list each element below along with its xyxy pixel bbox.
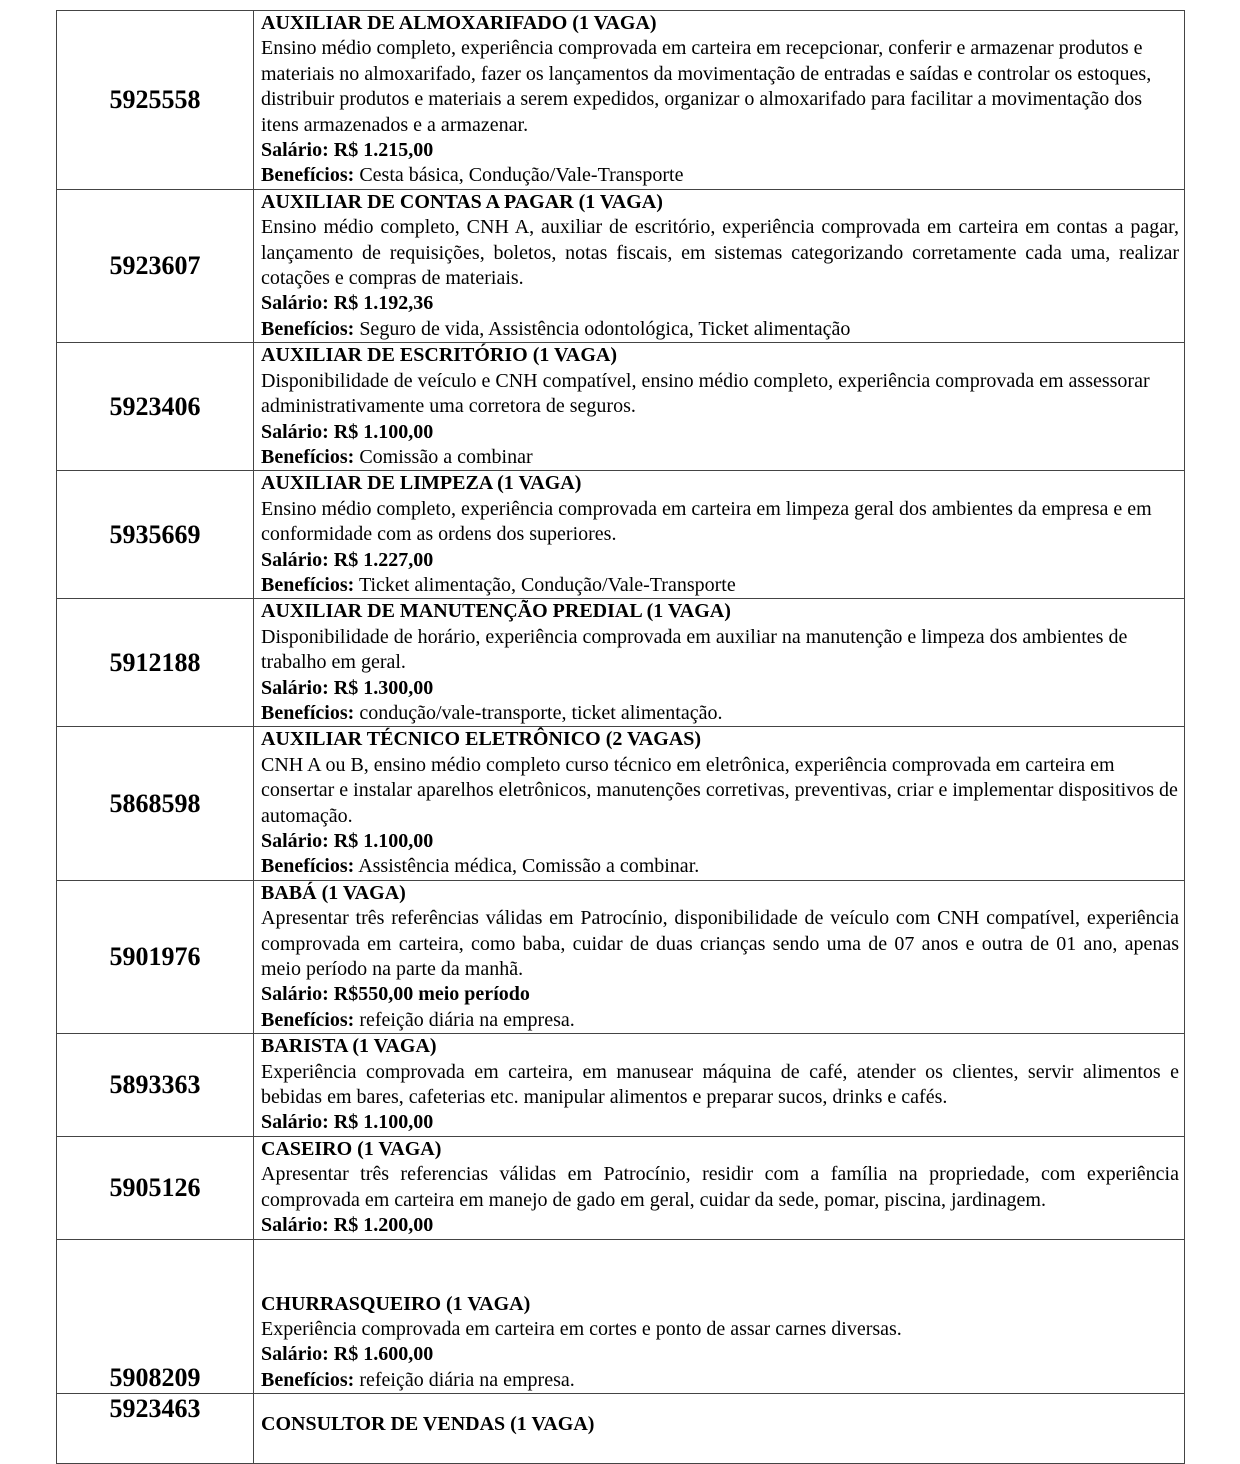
table-row	[57, 1136, 1185, 1239]
benefits-label: Benefícios:	[261, 701, 355, 724]
benefits-text: Seguro de vida, Assistência odontológica, Ticket alimentação	[354, 317, 851, 340]
job-details	[254, 727, 1185, 880]
job-code: 5901976	[57, 880, 254, 1033]
job-title: AUXILIAR DE LIMPEZA (1 VAGA)	[261, 472, 582, 495]
job-code: 5868598	[57, 727, 254, 880]
table-row	[57, 1239, 1185, 1394]
benefits-label: Benefícios:	[261, 1368, 355, 1391]
job-code: 5905126	[57, 1136, 254, 1239]
benefits-label: Benefícios:	[261, 573, 355, 596]
table-row	[57, 880, 1185, 1033]
job-benefits	[261, 854, 1179, 879]
job-benefits	[261, 1368, 1179, 1393]
job-code: 5923607	[57, 189, 254, 342]
table-row	[57, 1034, 1185, 1137]
job-description: Ensino médio completo, CNH A, auxiliar de escritório, experiência comprovada em carteira em contas a pagar, lançamento de requisições, boletos, notas fiscais, em sistemas categorizando corretamente cada uma, realizar cotações e compras de materiais.	[261, 216, 1179, 290]
table-row	[57, 471, 1185, 599]
job-salary: Salário: R$ 1.600,00	[261, 1343, 434, 1366]
job-salary: Salário: R$ 1.215,00	[261, 139, 434, 162]
benefits-text: Ticket alimentação, Condução/Vale-Transporte	[354, 573, 736, 596]
job-description: CNH A ou B, ensino médio completo curso técnico em eletrônica, experiência comprovada em carteira em consertar e instalar aparelhos eletrônicos, manutenções corretivas, preventivas, criar e implementar dispositivos de automação.	[261, 753, 1178, 827]
job-code: 5935669	[57, 471, 254, 599]
job-benefits	[261, 445, 1179, 470]
table-row	[57, 343, 1185, 471]
benefits-label: Benefícios:	[261, 1008, 355, 1031]
job-code: 5923463	[57, 1394, 254, 1464]
job-details	[254, 1136, 1185, 1239]
job-listings-table	[56, 10, 1185, 1464]
table-row	[57, 1394, 1185, 1464]
job-salary: Salário: R$ 1.300,00	[261, 676, 434, 699]
table-row	[57, 11, 1185, 190]
job-salary: Salário: R$ 1.100,00	[261, 1111, 434, 1134]
job-salary: Salário: R$ 1.227,00	[261, 548, 434, 571]
job-benefits	[261, 573, 1179, 598]
job-code: 5908209	[57, 1239, 254, 1394]
job-salary: Salário: R$ 1.100,00	[261, 830, 434, 852]
job-title: CASEIRO (1 VAGA)	[261, 1137, 442, 1160]
job-description: Disponibilidade de horário, experiência comprovada em auxiliar na manutenção e limpeza dos ambientes de trabalho em geral.	[261, 625, 1128, 674]
job-salary: Salário: R$550,00 meio período	[261, 983, 530, 1006]
benefits-text: refeição diária na empresa.	[354, 1368, 575, 1391]
job-details	[254, 1239, 1185, 1394]
job-title: AUXILIAR DE CONTAS A PAGAR (1 VAGA)	[261, 190, 663, 213]
job-benefits	[261, 701, 1179, 726]
job-title: CONSULTOR DE VENDAS (1 VAGA)	[261, 1413, 595, 1436]
job-description: Experiência comprovada em carteira em cortes e ponto de assar carnes diversas.	[261, 1317, 902, 1340]
benefits-text: Cesta básica, Condução/Vale-Transporte	[354, 164, 684, 187]
job-description: Experiência comprovada em carteira, em manusear máquina de café, atender os clientes, servir alimentos e bebidas em bares, cafeterias etc. manipular alimentos e preparar sucos, drinks e cafés.	[261, 1060, 1179, 1109]
benefits-label: Benefícios:	[261, 855, 355, 878]
job-code: 5893363	[57, 1034, 254, 1137]
job-details	[254, 599, 1185, 727]
job-description: Apresentar três referencias válidas em Patrocínio, residir com a família na propriedade, com experiência comprovada em carteira em manejo de gado em geral, cuidar da sede, pomar, piscina, jardinagem.	[261, 1163, 1179, 1211]
job-title: AUXILIAR TÉCNICO ELETRÔNICO (2 VAGAS)	[261, 728, 702, 751]
benefits-label: Benefícios:	[261, 317, 355, 340]
job-title: AUXILIAR DE ALMOXARIFADO (1 VAGA)	[261, 12, 657, 34]
job-description: Disponibilidade de veículo e CNH compatível, ensino médio completo, experiência comprovada em assessorar administrativamente uma corretora de seguros.	[261, 369, 1150, 418]
job-salary: Salário: R$ 1.192,36	[261, 292, 434, 315]
job-description: Ensino médio completo, experiência comprovada em carteira em recepcionar, conferir e armazenar produtos e materiais no almoxarifado, fazer os lançamentos da movimentação de entradas e saídas e controlar os estoques, distribuir produtos e materiais a serem expedidos, organizar o almoxarifado para facilitar a movimentação dos itens armazenados e a armazenar.	[261, 37, 1152, 136]
job-code: 5912188	[57, 599, 254, 727]
benefits-label: Benefícios:	[261, 445, 355, 468]
job-details	[254, 189, 1185, 342]
job-title: BABÁ (1 VAGA)	[261, 881, 406, 904]
job-details	[254, 1034, 1185, 1137]
benefits-label: Benefícios:	[261, 164, 355, 187]
job-description: Ensino médio completo, experiência comprovada em carteira em limpeza geral dos ambientes da empresa e em conformidade com as ordens dos superiores.	[261, 497, 1152, 546]
table-row	[57, 599, 1185, 727]
job-salary: Salário: R$ 1.200,00	[261, 1214, 434, 1237]
job-details	[254, 880, 1185, 1033]
job-title: BARISTA (1 VAGA)	[261, 1035, 437, 1058]
benefits-text: condução/vale-transporte, ticket alimentação.	[354, 701, 723, 724]
job-benefits	[261, 317, 1179, 342]
benefits-text: refeição diária na empresa.	[354, 1008, 575, 1031]
job-details	[254, 11, 1185, 190]
table-row	[57, 189, 1185, 342]
job-title: AUXILIAR DE MANUTENÇÃO PREDIAL (1 VAGA)	[261, 600, 731, 623]
job-details	[254, 471, 1185, 599]
job-details	[254, 343, 1185, 471]
job-benefits	[261, 163, 1179, 188]
job-title: AUXILIAR DE ESCRITÓRIO (1 VAGA)	[261, 344, 617, 367]
job-title: CHURRASQUEIRO (1 VAGA)	[261, 1292, 531, 1315]
job-description: Apresentar três referências válidas em Patrocínio, disponibilidade de veículo com CNH compatível, experiência comprovada em carteira, como baba, cuidar de duas crianças sendo uma de 07 anos e outra de 01 ano, apenas meio período na parte da manhã.	[261, 907, 1179, 981]
table-row	[57, 727, 1185, 880]
benefits-text: Comissão a combinar	[354, 445, 533, 468]
job-code: 5923406	[57, 343, 254, 471]
job-benefits	[261, 1008, 1179, 1033]
job-code: 5925558	[57, 11, 254, 190]
benefits-text: Assistência médica, Comissão a combinar.	[354, 855, 700, 878]
job-salary: Salário: R$ 1.100,00	[261, 420, 434, 443]
job-details	[254, 1394, 1185, 1464]
